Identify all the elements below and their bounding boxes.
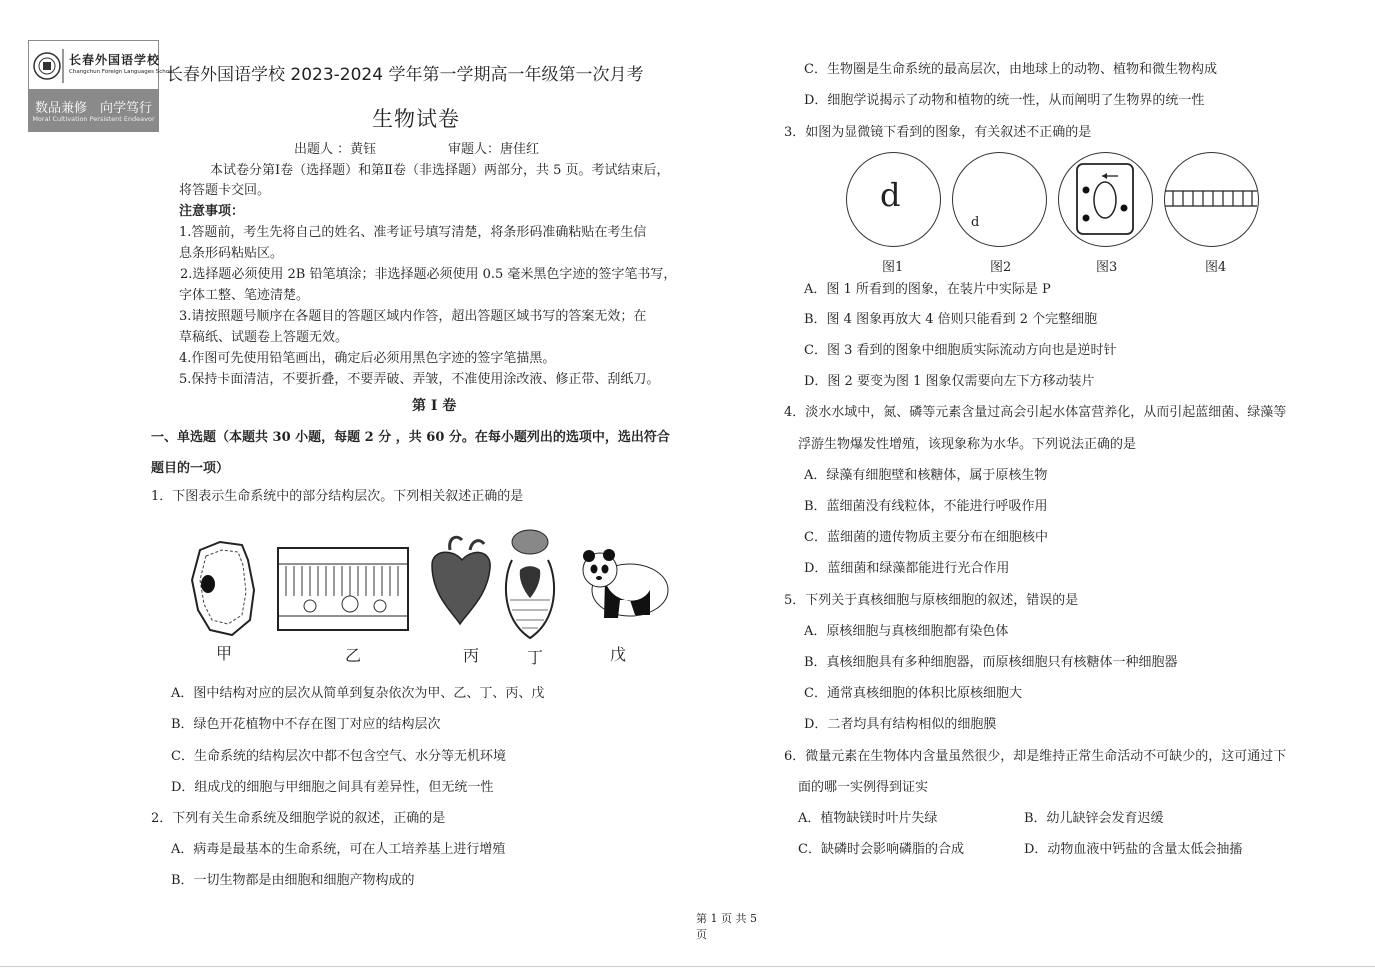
intro-line: 将答题卡交回。: [179, 183, 271, 198]
fig-label: 丙: [463, 646, 480, 665]
panda-icon: [583, 549, 668, 618]
fig-label: 戊: [610, 645, 627, 664]
exam-setter: 出题人 ：黄钰: [294, 142, 377, 157]
fig1-letter: d: [880, 176, 901, 214]
part-title: 第 I 卷: [412, 398, 457, 414]
cytoplasm-flow-icon: [1058, 152, 1153, 247]
option-b: B．绿色开花植物中不存在图丁对应的结构层次: [171, 717, 441, 732]
notice-item: 5.保持卡面清洁，不要折叠，不要弄破、弄皱，不准使用涂改液、修正带、刮纸刀。: [179, 372, 660, 387]
page-number-cont: 页: [696, 928, 707, 941]
logo-motto-en: Moral Cultivation Persistent Endeavor: [32, 115, 155, 123]
option-c: C．蓝细菌的遗传物质主要分布在细胞核中: [804, 530, 1048, 545]
subject-title: 生物试卷: [372, 107, 460, 131]
option-d: D．图 2 要变为图 1 图象仅需要向左下方移动装片: [804, 374, 1095, 389]
fig-label: 图3: [1096, 260, 1118, 275]
option-d: D．动物血液中钙盐的含量太低会抽搐: [1024, 842, 1243, 857]
notice-item: 字体工整、笔迹清楚。: [179, 288, 310, 303]
question-stem: 面的哪一实例得到证实: [798, 780, 929, 795]
heart-icon: [432, 537, 490, 624]
logo-motto: 数品兼修 向学笃行: [34, 101, 152, 116]
question-stem: 2．下列有关生命系统及细胞学说的叙述，正确的是: [151, 811, 446, 826]
option-b: B．真核细胞具有多种细胞器，而原核细胞只有核糖体一种细胞器: [804, 655, 1178, 670]
option-b: B．蓝细菌没有线粒体，不能进行呼吸作用: [804, 499, 1048, 514]
cell-row-icon: [1164, 152, 1259, 247]
option-d: D．蓝细菌和绿藻都能进行光合作用: [804, 561, 1010, 576]
option-b: B．图 4 图象再放大 4 倍则只能看到 2 个完整细胞: [804, 312, 1098, 327]
question-stem: 3．如图为显微镜下看到的图象，有关叙述不正确的是: [784, 125, 1092, 140]
question-stem: 浮游生物爆发性增殖，该现象称为水华。下列说法正确的是: [798, 437, 1137, 452]
fig2-letter: d: [971, 215, 980, 230]
notice-item: 息条形码粘贴区。: [179, 246, 284, 261]
notice-item: 2.选择题必须使用 2B 铅笔填涂；非选择题必须使用 0.5 毫米黑色字迹的签字笔书写，: [180, 267, 677, 282]
option-a: A．植物缺镁时叶片失绿: [798, 811, 938, 826]
fig-label: 图4: [1205, 260, 1227, 275]
option-c: C．缺磷时会影响磷脂的合成: [798, 842, 964, 857]
intro-line: 本试卷分第Ⅰ卷（选择题）和第Ⅱ卷（非选择题）两部分，共 5 页。考试结束后，: [210, 163, 670, 178]
fig-label: 丁: [527, 648, 544, 667]
option-a: A．原核细胞与真核细胞都有染色体: [804, 624, 1009, 639]
question-stem: 6．微量元素在生物体内含量虽然很少，却是维持正常生命活动不可缺少的，这可通过下: [784, 749, 1287, 764]
option-a: A．图 1 所看到的图象，在装片中实际是 P: [804, 282, 1051, 297]
fig-label: 图2: [990, 260, 1012, 275]
question-stem: 1．下图表示生命系统中的部分结构层次。下列相关叙述正确的是: [151, 489, 524, 504]
logo-school-name: 长春外国语学校: [69, 53, 161, 67]
option-c: C．图 3 看到的图象中细胞质实际流动方向也是逆时针: [804, 343, 1117, 358]
option-d: D．组成戊的细胞与甲细胞之间具有差异性，但无统一性: [171, 780, 494, 795]
notice-title: 注意事项：: [179, 204, 245, 219]
fig-label: 甲: [216, 644, 233, 663]
option-c: C．通常真核细胞的体积比原核细胞大: [804, 686, 1022, 701]
logo-school-name-en: Changchun Foreign Languages School: [69, 69, 175, 75]
option-c: C．生物圈是生命系统的最高层次，由地球上的动物、植物和微生物构成: [804, 62, 1217, 77]
section-title: 题目的一项）: [151, 461, 230, 476]
leaf-tissue-icon: [278, 548, 408, 630]
school-logo: [28, 40, 175, 132]
option-a: A．图中结构对应的层次从简单到复杂依次为甲、乙、丁、丙、戊: [171, 686, 545, 701]
notice-item: 草稿纸、试题卷上答题无效。: [179, 330, 349, 345]
fig-label: 乙: [345, 646, 362, 665]
notice-item: 3.请按照题号顺序在各题目的答题区域内作答，超出答题区域书写的答案无效；在: [179, 309, 647, 324]
notice-item: 4.作图可先使用铅笔画出，确定后必须用黑色字迹的签字笔描黑。: [179, 351, 556, 366]
option-a: A．绿藻有细胞壁和核糖体，属于原核生物: [804, 468, 1048, 483]
exam-title: 长春外国语学校 2023-2024 学年第一学期高一年级第一次月考: [166, 65, 644, 85]
q1-figure: [180, 520, 670, 645]
page-number: 第 1 页 共 5: [696, 912, 757, 925]
circulatory-system-icon: [506, 530, 554, 638]
option-b: B．一切生物都是由细胞和细胞产物构成的: [171, 873, 415, 888]
option-d: D．二者均具有结构相似的细胞膜: [804, 717, 997, 732]
notice-item: 1.答题前，考生先将自己的姓名、准考证号填写清楚，将条形码准确粘贴在考生信: [179, 225, 647, 240]
page-bottom-border: [0, 966, 1375, 967]
option-c: C．生命系统的结构层次中都不包含空气、水分等无机环境: [171, 749, 506, 764]
question-stem: 5．下列关于真核细胞与原核细胞的叙述，错误的是: [784, 593, 1079, 608]
option-b: B．幼儿缺锌会发育迟缓: [1024, 811, 1164, 826]
option-a: A．病毒是最基本的生命系统，可在人工培养基上进行增殖: [171, 842, 506, 857]
plant-cell-icon: [192, 542, 254, 635]
section-title: 一、单选题（本题共 30 小题，每题 2 分 ，共 60 分。在每小题列出的选项中，选出符合: [151, 430, 670, 445]
question-stem: 4．淡水水域中，氮、磷等元素含量过高会引起水体富营养化，从而引起蓝细菌、绿藻等: [784, 405, 1287, 420]
exam-reviewer: 审题人：唐佳红: [448, 142, 540, 157]
fig-label: 图1: [882, 260, 904, 275]
option-d: D．细胞学说揭示了动物和植物的统一性，从而阐明了生物界的统一性: [804, 93, 1205, 108]
logo-header: [28, 40, 175, 90]
microscope-view-2: [952, 152, 1047, 247]
